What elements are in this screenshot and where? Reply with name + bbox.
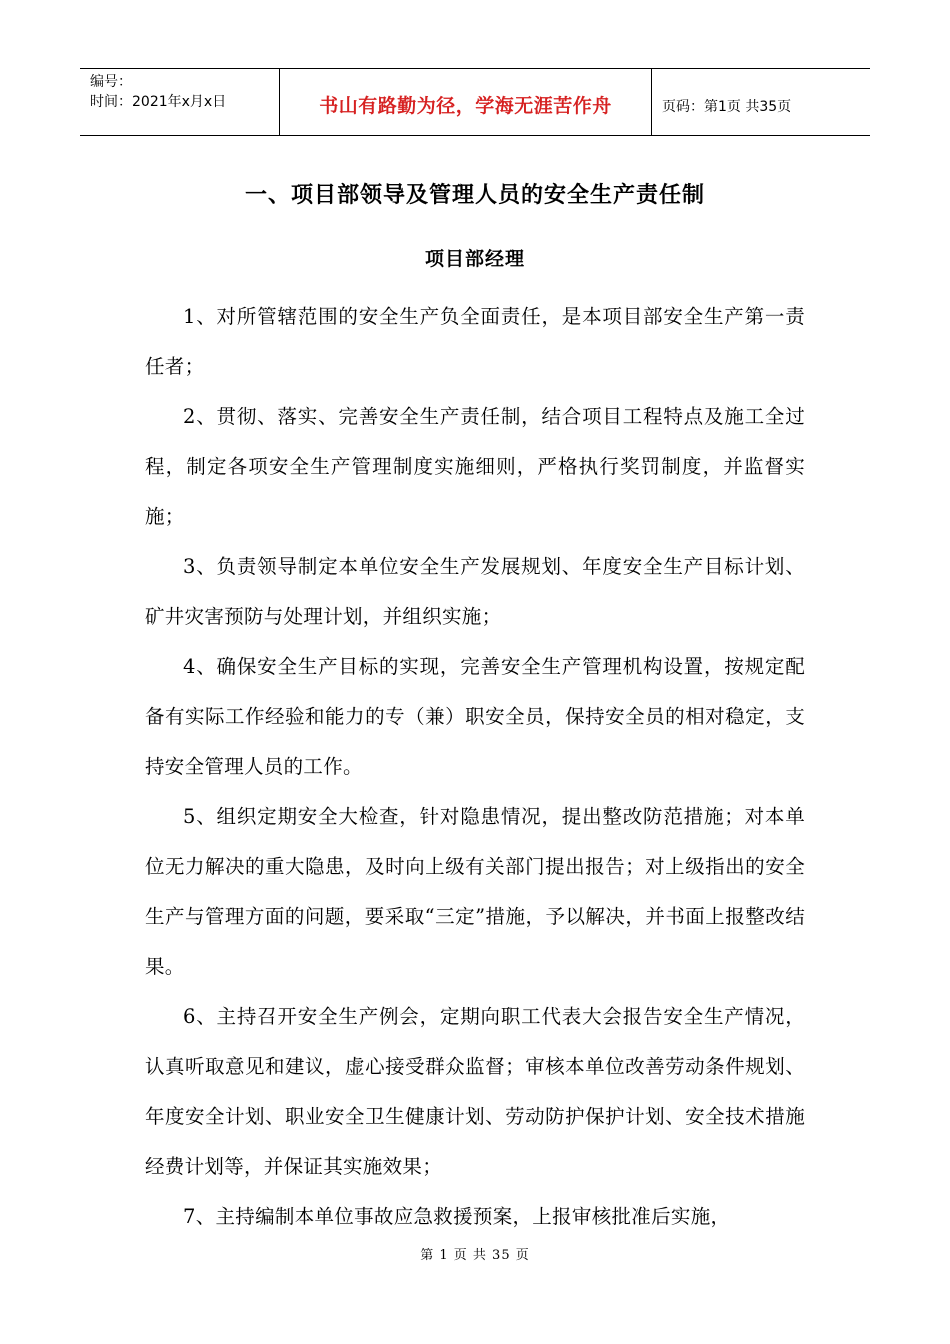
paragraph: 4、确保安全生产目标的实现，完善安全生产管理机构设置，按规定配备有实际工作经验和能力的专（兼）职安全员，保持安全员的相对稳定，支持安全管理人员的工作。 (145, 655, 805, 778)
paragraph: 7、主持编制本单位事故应急救援预案，上报审核批准后实施， (183, 1205, 731, 1228)
paragraph: 3、负责领导制定本单位安全生产发展规划、年度安全生产目标计划、矿井灾害预防与处理计划，并组织实施； (145, 555, 805, 628)
time-label: 时间：2021年x月x日 (90, 94, 227, 110)
paragraph: 2、贯彻、落实、完善安全生产责任制，结合项目工程特点及施工全过程，制定各项安全生产管理制度实施细则，严格执行奖罚制度，并监督实施； (145, 405, 805, 528)
header-meta (80, 69, 280, 135)
document-body (145, 292, 805, 1242)
header-motto: 书山有路勤为径，学海无涯苦作舟 (280, 69, 652, 135)
document-title: 一、项目部领导及管理人员的安全生产责任制 (244, 183, 705, 208)
header-page-info: 页码：第1页 共35页 (662, 99, 792, 115)
paragraph: 1、对所管辖范围的安全生产负全面责任，是本项目部安全生产第一责任者； (145, 305, 805, 378)
paragraph: 6、主持召开安全生产例会，定期向职工代表大会报告安全生产情况，认真听取意见和建议，虚心接受群众监督；审核本单位改善劳动条件规划、年度安全计划、职业安全卫生健康计划、劳动防护保护计划、安全技术措施经费计划等，并保证其实施效果； (145, 1005, 805, 1178)
code-label: 编号： (90, 74, 132, 90)
paragraph: 5、组织定期安全大检查，针对隐患情况，提出整改防范措施；对本单位无力解决的重大隐患，及时向上级有关部门提出报告；对上级指出的安全生产与管理方面的问题，要采取“三定”措施，予以解决，并书面上报整改结果。 (145, 805, 805, 978)
page-footer: 第 1 页 共 35 页 (420, 1248, 530, 1263)
page-header (80, 68, 870, 136)
section-title: 项目部经理 (424, 248, 525, 270)
